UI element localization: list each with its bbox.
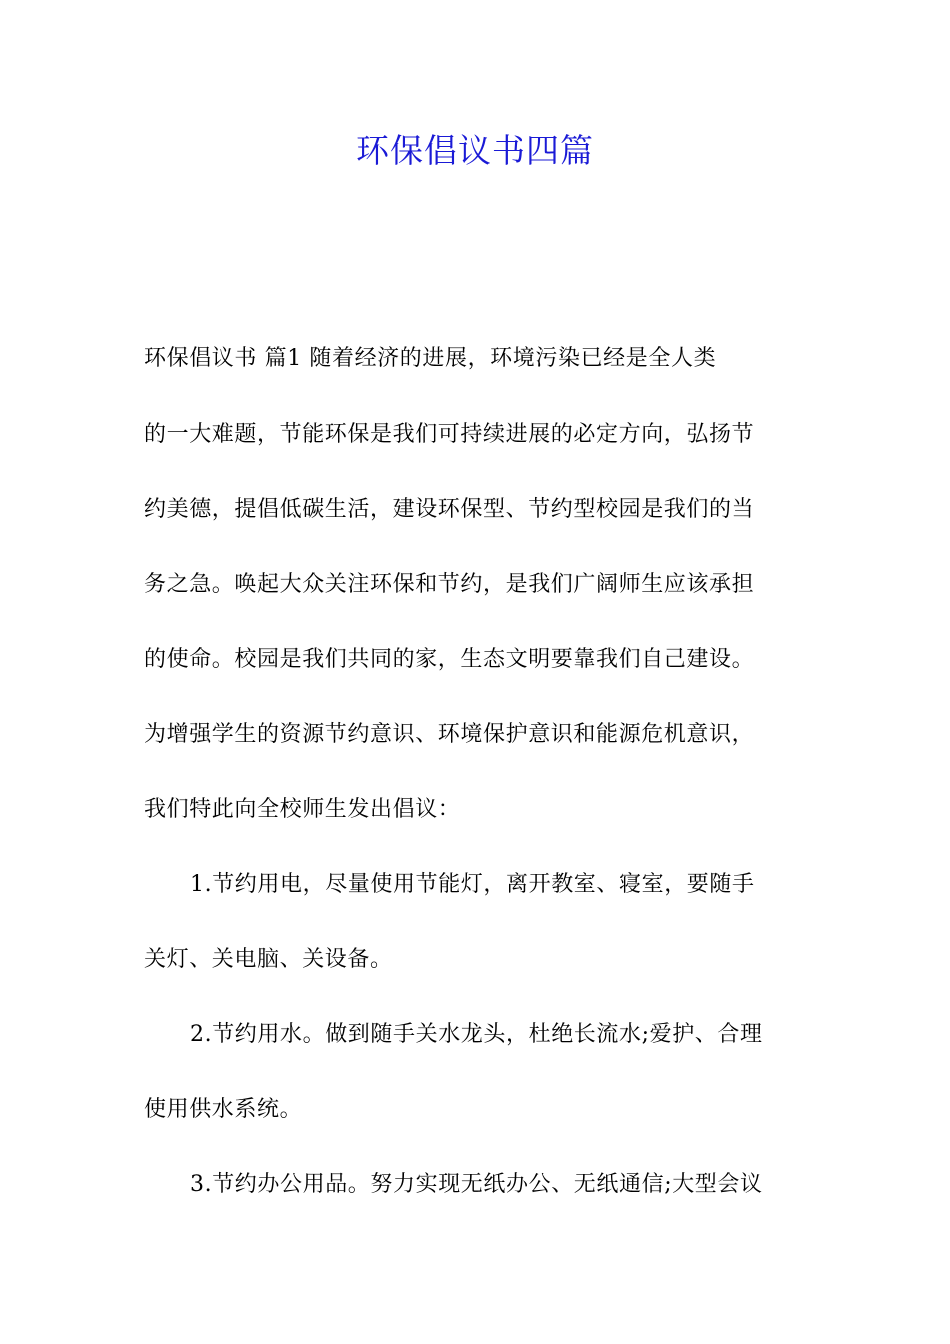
list-item-line: 使用供水系统。 <box>144 1097 303 1122</box>
list-item-line: 3.节约办公用品。努力实现无纸办公、无纸通信;大型会议 <box>190 1172 763 1197</box>
list-item-line: 关灯、关电脑、关设备。 <box>144 947 393 972</box>
document-title: 环保倡议书四篇 <box>356 131 594 170</box>
paragraph-line: 约美德，提倡低碳生活，建设环保型、节约型校园是我们的当 <box>144 497 755 522</box>
list-item-line: 1.节约用电，尽量使用节能灯，离开教室、寝室，要随手 <box>190 872 755 897</box>
paragraph-line: 的一大难题，节能环保是我们可持续进展的必定方向，弘扬节 <box>144 422 755 447</box>
list-item-line: 2.节约用水。做到随手关水龙头，杜绝长流水;爱护、合理 <box>190 1022 763 1047</box>
paragraph-line: 为增强学生的资源节约意识、环境保护意识和能源危机意识， <box>144 722 755 747</box>
paragraph-line: 务之急。唤起大众关注环保和节约，是我们广阔师生应该承担 <box>144 572 755 597</box>
paragraph-line: 的使命。校园是我们共同的家，生态文明要靠我们自己建设。 <box>144 647 755 672</box>
paragraph-line: 我们特此向全校师生发出倡议： <box>144 797 461 822</box>
paragraph-line: 环保倡议书 篇1 随着经济的进展，环境污染已经是全人类 <box>144 346 717 371</box>
